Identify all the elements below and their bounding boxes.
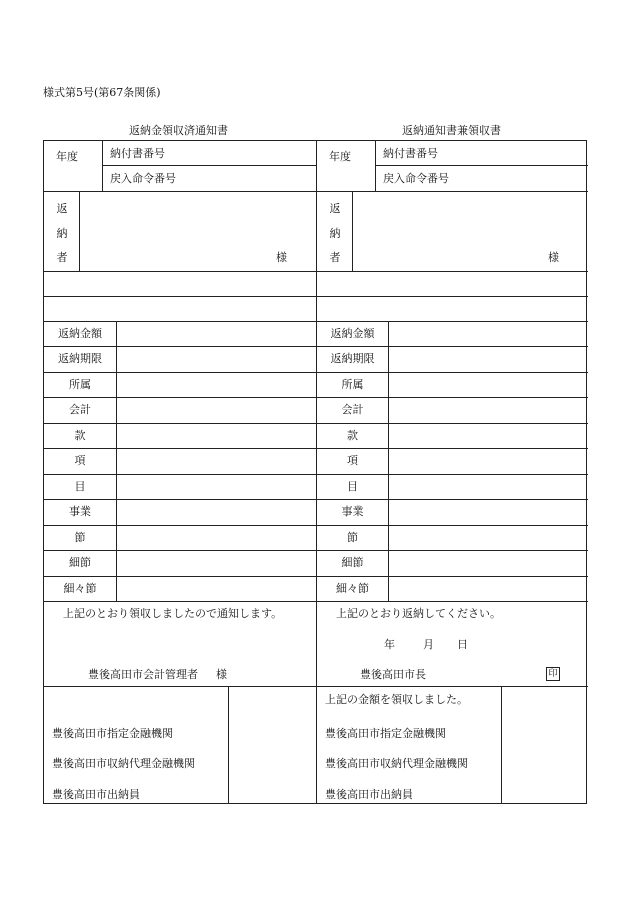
right-blank-row-line [317, 296, 588, 297]
right-date-day: 日 [457, 638, 468, 651]
right-field-item-moku-value[interactable] [389, 475, 586, 498]
right-bank-1: 豊後高田市収納代理金融機関 [325, 757, 468, 770]
right-year-label: 年度 [329, 150, 351, 163]
right-returner-char: 返 [329, 202, 341, 215]
right-field-sub-sub-node-label: 細々節 [336, 581, 369, 595]
left-field-section-kan-value[interactable] [117, 424, 314, 447]
form-number-title: 様式第5号(第67条関係) [43, 86, 161, 99]
left-notice-text: 上記のとおり領収しましたので通知します。 [63, 607, 283, 620]
right-field-row-line [317, 474, 588, 475]
left-header-bottom-line [44, 191, 316, 192]
left-fields-bottom-line [44, 601, 316, 602]
left-field-sub-node-value[interactable] [117, 551, 314, 574]
left-field-row-line [44, 474, 316, 475]
left-stamp-divider [228, 686, 229, 803]
right-field-node-setsu-label: 節 [347, 530, 358, 544]
left-bank-1: 豊後高田市収納代理金融機関 [52, 757, 195, 770]
right-field-project-value[interactable] [389, 500, 586, 523]
right-returner-char: 者 [329, 251, 341, 264]
right-field-item-kou-value[interactable] [389, 449, 586, 472]
right-fields-bottom-line [317, 601, 588, 602]
left-blank-row-line [44, 296, 316, 297]
right-return-order-label: 戻入命令番号 [383, 172, 449, 185]
left-field-section-kan-label: 款 [74, 428, 86, 442]
right-stamp-area[interactable] [503, 688, 586, 801]
right-returner-divider [352, 191, 353, 271]
left-field-project-value[interactable] [117, 500, 314, 523]
right-field-return-deadline-label: 返納期限 [330, 352, 375, 366]
left-panel [44, 141, 316, 803]
left-bank-0: 豊後高田市指定金融機関 [52, 727, 173, 740]
left-returner-divider [79, 191, 80, 271]
right-request-text: 上記のとおり返納してください。 [336, 607, 501, 620]
left-year-label: 年度 [56, 150, 78, 163]
left-field-department-label: 所属 [69, 377, 91, 391]
seal-icon: 印 [546, 667, 560, 681]
right-panel [317, 141, 588, 803]
left-field-return-deadline-value[interactable] [117, 347, 314, 370]
left-field-project-label: 事業 [69, 505, 91, 519]
left-field-sub-sub-node-label: 細々節 [63, 581, 97, 595]
left-field-row-line [44, 423, 316, 424]
right-field-item-kou-label: 項 [347, 454, 358, 468]
right-field-project-label: 事業 [341, 505, 364, 519]
left-notice-bottom-line [44, 686, 316, 687]
left-field-row-line [44, 372, 316, 373]
right-bank-0: 豊後高田市指定金融機関 [325, 727, 446, 740]
left-returner-char: 納 [56, 227, 68, 240]
right-form-title: 返納通知書兼領収書 [402, 124, 501, 137]
left-field-row-line [44, 550, 316, 551]
right-bank-2: 豊後高田市出納員 [325, 788, 413, 801]
left-recipient-honorific: 様 [216, 668, 227, 681]
left-form-title: 返納金領収済通知書 [129, 124, 228, 137]
right-date-month: 月 [423, 638, 434, 651]
left-field-row-line [44, 576, 316, 577]
left-field-node-setsu-label: 節 [74, 530, 86, 544]
right-field-row-line [317, 525, 588, 526]
right-header-bottom-line [317, 191, 588, 192]
left-field-return-amount-value[interactable] [117, 322, 314, 345]
right-header-mid-line [375, 165, 588, 166]
left-returner-bottom-line [44, 271, 316, 272]
right-field-account-label: 会計 [341, 403, 364, 417]
right-field-return-amount-label: 返納金額 [330, 327, 375, 340]
left-field-item-moku-value[interactable] [117, 475, 314, 498]
right-field-account-value[interactable] [389, 398, 586, 421]
left-field-return-amount-label: 返納金額 [58, 327, 102, 340]
left-field-node-setsu-value[interactable] [117, 526, 314, 549]
left-return-order-label: 戻入命令番号 [110, 172, 176, 185]
left-field-item-kou-label: 項 [74, 454, 86, 468]
left-recipient: 豊後高田市会計管理者 [88, 668, 198, 681]
right-field-return-amount-value[interactable] [389, 322, 586, 345]
right-field-sub-node-value[interactable] [389, 551, 586, 574]
right-field-row-line [317, 448, 588, 449]
right-field-section-kan-label: 款 [347, 428, 358, 442]
right-date-year: 年 [384, 638, 395, 651]
right-field-row-line [317, 346, 588, 347]
right-field-return-deadline-value[interactable] [389, 347, 586, 370]
left-field-account-value[interactable] [117, 398, 314, 421]
left-field-row-line [44, 499, 316, 500]
right-field-row-line [317, 423, 588, 424]
right-field-row-line [317, 499, 588, 500]
right-returner-char: 納 [329, 227, 341, 240]
right-field-node-setsu-value[interactable] [389, 526, 586, 549]
right-notice-bottom-line [317, 686, 588, 687]
left-field-item-moku-label: 目 [74, 479, 86, 493]
form-sheet [43, 140, 587, 804]
right-payment-slip-label: 納付書番号 [383, 147, 438, 160]
right-field-row-line [317, 550, 588, 551]
right-field-section-kan-value[interactable] [389, 424, 586, 447]
left-year-divider [102, 141, 103, 191]
left-field-row-line [44, 525, 316, 526]
left-honorific: 様 [276, 251, 287, 264]
left-stamp-area[interactable] [230, 688, 314, 801]
left-returner-char: 者 [56, 251, 68, 264]
left-field-account-label: 会計 [69, 403, 91, 417]
right-honorific: 様 [548, 251, 559, 264]
left-field-sub-sub-node-value[interactable] [117, 577, 314, 600]
right-returner-bottom-line [317, 271, 588, 272]
left-field-department-value[interactable] [117, 373, 314, 396]
left-field-row-line [44, 448, 316, 449]
right-field-row-line [317, 397, 588, 398]
right-receipt-text: 上記の金額を領収しました。 [325, 693, 468, 706]
left-returner-char: 返 [56, 202, 68, 215]
left-header-mid-line [102, 165, 316, 166]
left-field-row-line [44, 397, 316, 398]
right-issuer: 豊後高田市長 [360, 668, 426, 681]
left-bank-2: 豊後高田市出納員 [52, 788, 140, 801]
left-field-return-deadline-label: 返納期限 [58, 352, 102, 366]
left-payment-slip-label: 納付書番号 [110, 147, 165, 160]
right-field-sub-sub-node-value[interactable] [389, 577, 586, 600]
right-field-row-line [317, 576, 588, 577]
right-year-divider [375, 141, 376, 191]
right-stamp-divider [501, 686, 502, 803]
left-field-sub-node-label: 細節 [69, 556, 91, 570]
left-field-item-kou-value[interactable] [117, 449, 314, 472]
left-field-row-line [44, 346, 316, 347]
right-field-department-value[interactable] [389, 373, 586, 396]
right-field-sub-node-label: 細節 [341, 556, 364, 570]
right-field-item-moku-label: 目 [347, 479, 358, 493]
right-field-row-line [317, 372, 588, 373]
right-field-department-label: 所属 [341, 377, 364, 391]
